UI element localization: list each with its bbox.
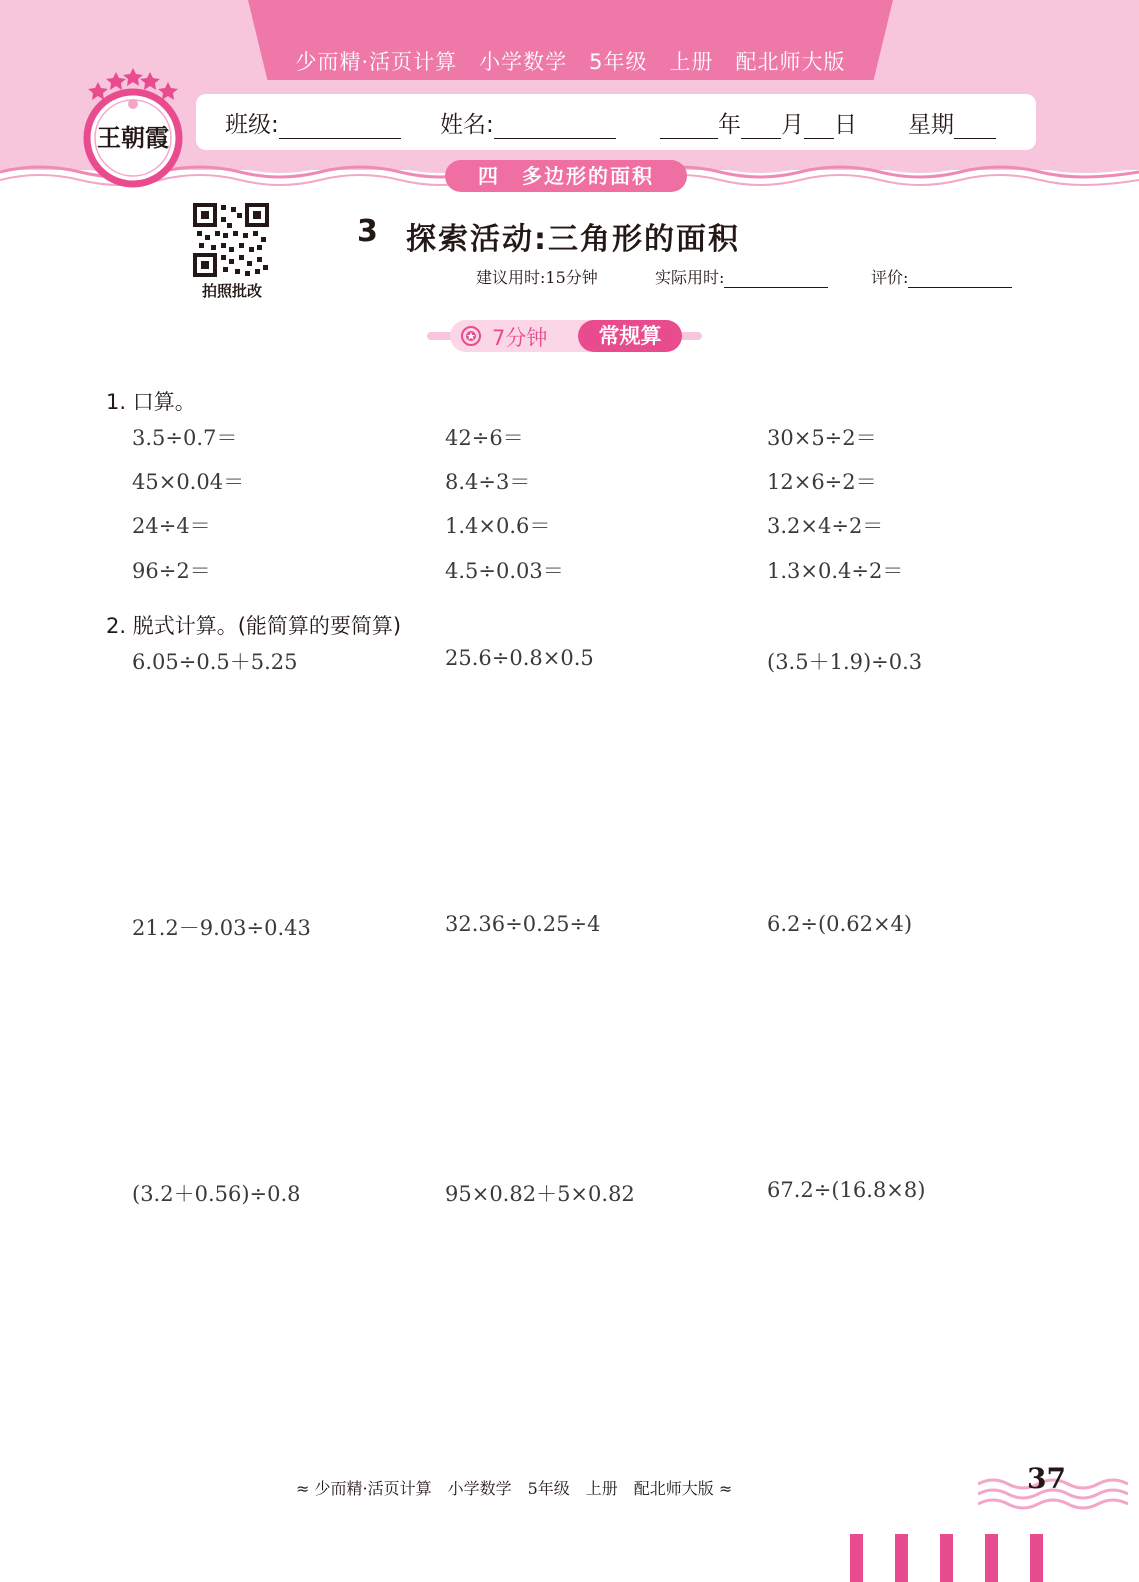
class-label: 班级: <box>225 112 279 138</box>
medal-icon <box>460 325 482 347</box>
qr-code-icon[interactable] <box>193 203 269 277</box>
actual-time-field[interactable] <box>655 265 828 288</box>
stepwise-item: 6.05÷0.5＋5.25 <box>132 650 298 674</box>
suggested-time: 建议用时:15分钟 <box>476 268 598 287</box>
oral-item: 45×0.04＝ <box>132 470 245 494</box>
time-tag-duration: 7分钟 <box>492 326 548 350</box>
stepwise-item: 6.2÷(0.62×4) <box>767 912 913 936</box>
footer-series-text: ≈ 少而精·活页计算 小学数学 5年级 上册 配北师大版 ≈ <box>296 1479 733 1498</box>
qr-label: 拍照批改 <box>201 282 262 300</box>
section-banner: 四 多边形的面积 <box>445 160 687 192</box>
time-tag-type: 常规算 <box>578 320 682 352</box>
lesson-number: 3 <box>357 214 378 249</box>
date-field[interactable] <box>660 106 857 139</box>
day-blank[interactable] <box>804 114 834 139</box>
logo-text: 王朝霞 <box>97 123 169 152</box>
name-field[interactable] <box>440 106 616 139</box>
stepwise-item: 25.6÷0.8×0.5 <box>445 646 594 670</box>
weekday-blank[interactable] <box>954 114 996 139</box>
oral-item: 24÷4＝ <box>132 514 211 538</box>
oral-item: 8.4÷3＝ <box>445 470 531 494</box>
oral-item: 4.5÷0.03＝ <box>445 559 564 583</box>
evaluation-label: 评价: <box>871 268 909 287</box>
year-label: 年 <box>718 112 741 138</box>
stepwise-item: 21.2－9.03÷0.43 <box>132 916 311 940</box>
oral-item: 42÷6＝ <box>445 426 524 450</box>
name-blank[interactable] <box>494 114 616 139</box>
stepwise-item: (3.2＋0.56)÷0.8 <box>132 1182 301 1206</box>
evaluation-blank[interactable] <box>908 269 1012 288</box>
class-blank[interactable] <box>279 114 401 139</box>
actual-time-blank[interactable] <box>724 269 828 288</box>
oral-item: 1.3×0.4÷2＝ <box>767 559 904 583</box>
question-2-heading: 2. 脱式计算。(能简算的要简算) <box>106 614 402 638</box>
class-field[interactable] <box>225 106 401 139</box>
year-blank[interactable] <box>660 114 718 139</box>
evaluation-field[interactable] <box>871 265 1012 288</box>
weekday-field[interactable] <box>908 106 996 139</box>
brand-logo <box>78 68 188 188</box>
footer-bar-decoration <box>848 1534 1048 1582</box>
stepwise-item: 95×0.82＋5×0.82 <box>445 1182 635 1206</box>
oral-item: 3.5÷0.7＝ <box>132 426 238 450</box>
stepwise-item: (3.5＋1.9)÷0.3 <box>767 650 923 674</box>
question-1-heading: 1. 口算。 <box>106 390 196 414</box>
actual-time-label: 实际用时: <box>655 268 725 287</box>
series-title: 少而精·活页计算 小学数学 5年级 上册 配北师大版 <box>295 50 846 74</box>
oral-item: 96÷2＝ <box>132 559 211 583</box>
page-number: 37 <box>1027 1462 1066 1495</box>
page-title: 探索活动:三角形的面积 <box>406 222 740 257</box>
stepwise-item: 67.2÷(16.8×8) <box>767 1178 926 1202</box>
day-label: 日 <box>834 112 857 138</box>
month-blank[interactable] <box>741 114 781 139</box>
oral-item: 3.2×4÷2＝ <box>767 514 884 538</box>
oral-item: 30×5÷2＝ <box>767 426 877 450</box>
stepwise-item: 32.36÷0.25÷4 <box>445 912 601 936</box>
oral-item: 1.4×0.6＝ <box>445 514 551 538</box>
month-label: 月 <box>781 112 804 138</box>
name-label: 姓名: <box>440 112 494 138</box>
weekday-label: 星期 <box>908 112 954 138</box>
oral-item: 12×6÷2＝ <box>767 470 877 494</box>
